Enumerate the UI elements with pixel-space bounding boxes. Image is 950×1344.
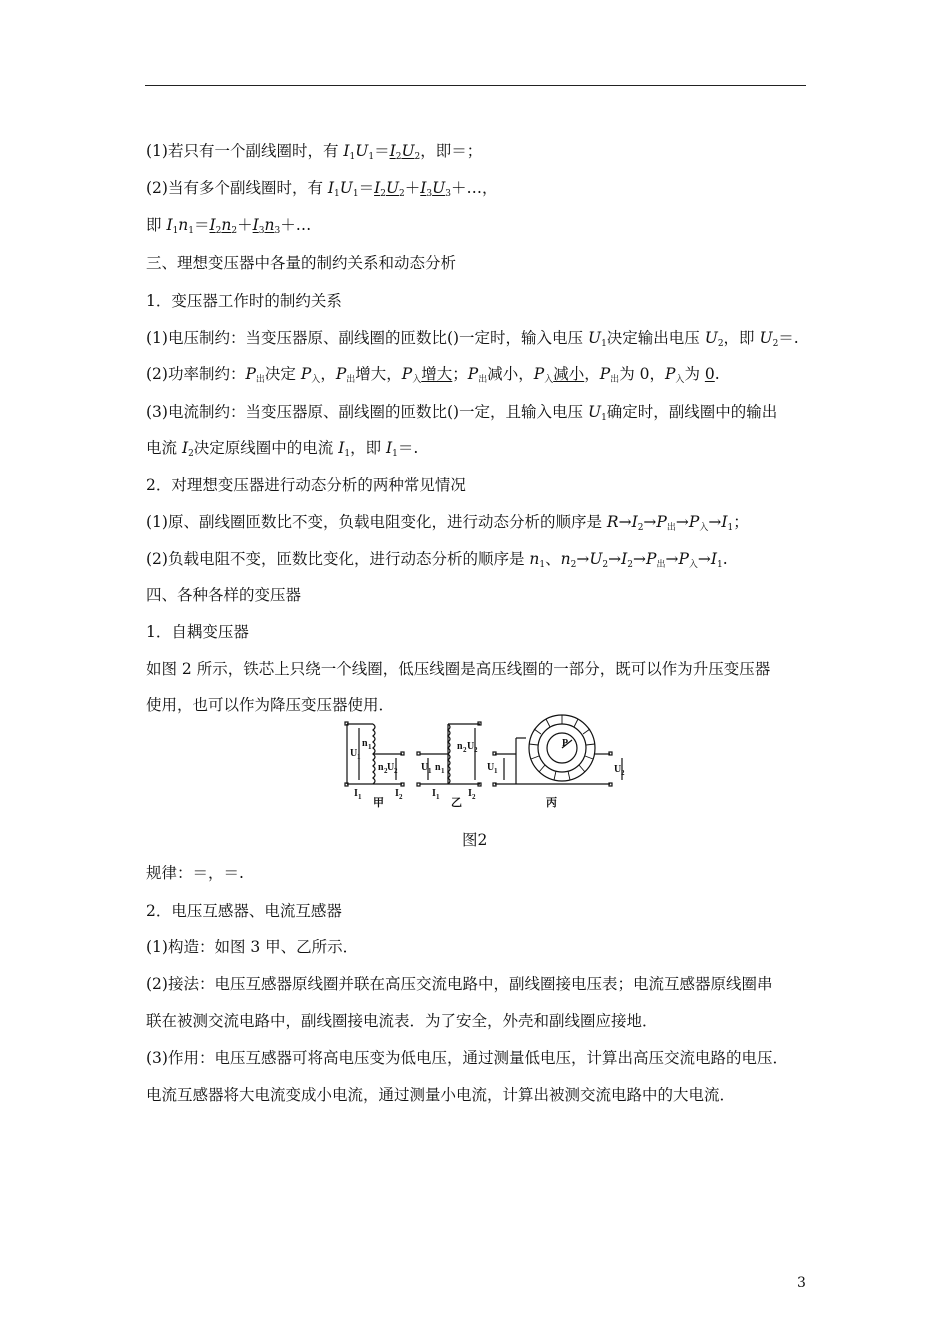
figure-caption: 图2: [462, 831, 488, 849]
section-heading-3: 三、理想变压器中各量的制约关系和动态分析: [146, 254, 457, 272]
svg-text:1: 1: [368, 743, 372, 751]
svg-text:U: U: [421, 762, 429, 773]
text-line-autotransformer-1: 如图 2 所示，铁芯上只绕一个线圈，低压线圈是高压线圈的一部分，既可以作为升压变压器: [146, 660, 771, 678]
text-line-power-constraint: (2)功率制约：$P_出$决定 $P_入$，$P_出$增大，$P_入$增大；$P_出$减小，$P_入$减小，$P_出$为 0，$P_入$为 0.: [146, 365, 720, 385]
terminal-bing-tr: [609, 752, 612, 755]
svg-text:2: 2: [474, 746, 478, 754]
text-line-structure: (1)构造：如图 3 甲、乙所示．: [146, 938, 359, 956]
svg-text:2: 2: [394, 767, 398, 775]
svg-text:2: 2: [399, 793, 403, 801]
svg-text:2: 2: [621, 769, 625, 777]
subheading-dynamic-analysis: 2．对理想变压器进行动态分析的两种常见情况: [146, 476, 466, 494]
label-bing: 丙: [546, 797, 557, 809]
header-rule: [145, 85, 806, 86]
page-number: 3: [797, 1275, 806, 1291]
svg-text:U: U: [387, 762, 395, 773]
svg-text:2: 2: [463, 746, 467, 754]
svg-text:1: 1: [357, 753, 361, 761]
text-line-current-constraint-1: (3)电流制约：当变压器原、副线圈的匝数比()一定，且输入电压 $U_1$确定时，副线圈中的输出: [146, 403, 778, 423]
svg-text:1: 1: [436, 793, 440, 801]
svg-text:n: n: [435, 762, 441, 773]
text-line-function-2: 电流互感器将大电流变成小电流，通过测量小电流，计算出被测交流电路中的大电流．: [146, 1086, 736, 1104]
svg-text:1: 1: [428, 767, 432, 775]
svg-text:U: U: [487, 762, 495, 773]
text-line-current-turns: 即 $I_1n_1=I_2n_2+I_3n_3+\dots$: [146, 216, 312, 236]
subheading-instrument-transformers: 2．电压互感器、电流互感器: [146, 902, 342, 920]
subheading-autotransformer: 1．自耦变压器: [146, 623, 249, 641]
label-jia: 甲: [373, 797, 384, 809]
text-line-voltage-constraint: (1)电压制约：当变压器原、副线圈的匝数比()一定时，输入电压 $U_1$决定输出电压 $U_2$，即 $U_2=$.: [146, 329, 799, 349]
text-line-multi-secondary: (2)当有多个副线圈时，有 $I_1U_1=I_2U_2+I_3U_3+\dots$，: [146, 179, 498, 199]
text-line-dynamic-1: (1)原、副线圈匝数比不变，负载电阻变化，进行动态分析的顺序是 $R\to I_2\to P_出\to P_入\to I_1$；: [146, 513, 749, 533]
svg-text:I: I: [395, 788, 399, 799]
text-line-rule: 规律：＝，＝.: [146, 864, 244, 882]
text-line-function-1: (3)作用：电压互感器可将高电压变为低电压，通过测量低电压，计算出高压交流电路的电压．: [146, 1049, 788, 1067]
terminal-yi-bl: [417, 783, 420, 786]
text-line-current-constraint-2: 电流 $I_2$决定原线圈中的电流 $I_1$，即 $I_1=$.: [146, 439, 419, 459]
svg-text:2: 2: [472, 793, 476, 801]
svg-text:U: U: [614, 764, 622, 775]
terminal-bing-br: [609, 783, 612, 786]
svg-text:U: U: [467, 741, 475, 752]
svg-text:1: 1: [441, 767, 445, 775]
figure-2-autotransformer: [340, 714, 626, 814]
svg-text:2: 2: [384, 767, 388, 775]
svg-text:n: n: [457, 741, 463, 752]
text-line-autotransformer-2: 使用，也可以作为降压变压器使用．: [146, 696, 395, 714]
terminal-jia-br: [401, 783, 404, 786]
subheading-constraints: 1．变压器工作时的制约关系: [146, 292, 342, 310]
svg-text:I: I: [468, 788, 472, 799]
svg-text:1: 1: [358, 793, 362, 801]
section-heading-4: 四、各种各样的变压器: [146, 586, 302, 604]
svg-text:U: U: [350, 748, 358, 759]
svg-text:I: I: [432, 788, 436, 799]
svg-text:1: 1: [494, 767, 498, 775]
text-line-dynamic-2: (2)负载电阻不变，匝数比变化，进行动态分析的顺序是 $n_1$、$n_2\to U_2\to I_2\to P_出\to P_入\to I_1$.: [146, 550, 728, 570]
svg-text:P: P: [562, 738, 569, 749]
terminal-jia-bl: [345, 783, 348, 786]
terminal-yi-tl: [417, 752, 420, 755]
label-yi: 乙: [451, 797, 462, 809]
text-line-single-secondary: (1)若只有一个副线圈时，有 $I_1U_1=I_2U_2$，即＝；: [146, 142, 483, 162]
autotransformer-diagram: [340, 714, 626, 814]
terminal-jia-tr: [401, 752, 404, 755]
svg-text:n: n: [378, 762, 384, 773]
text-line-connection-2: 联在被测交流电路中，副线圈接电流表．为了安全，外壳和副线圈应接地．: [146, 1012, 658, 1030]
svg-text:n: n: [362, 738, 368, 749]
svg-text:I: I: [354, 788, 358, 799]
text-line-connection-1: (2)接法：电压互感器原线圈并联在高压交流电路中，副线圈接电压表；电流互感器原线圈串: [146, 975, 773, 993]
